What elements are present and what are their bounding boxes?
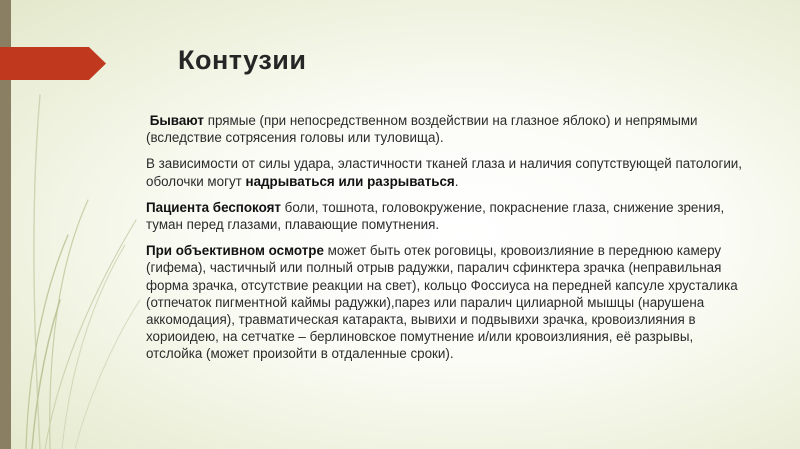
bold-types: Бывают [149, 113, 204, 128]
bold-damage: надрываться или разрываться [245, 173, 455, 189]
bold-symptoms: Пациента беспокоят [146, 199, 281, 215]
paragraph-types [146, 112, 746, 146]
text-symptoms: боли, тошнота, головокружение, покраснение глаза, снижение зрения, туман перед глазами, плавающие помутнения. [146, 199, 725, 233]
paragraph-symptoms [146, 199, 746, 233]
slide-content [146, 112, 746, 372]
text-examination: может быть отек роговицы, кровоизлияние в переднюю камеру (гифема), частичный или полный отрыв радужки, паралич сфинктера зрачка (неправильная форма зрачка, отсутствие реакции на свет), кольцо Фоссиуса на передней капсуле хрусталика (отпечаток пигментной каймы радужки),парез или паралич цилиарной мышцы (нарушена аккомодация), травматическая катаракта, вывихи и подвывихи зрачка, кровоизлияния в хориоидею, на сетчатке – берлиновское помутнение и/или кровоизлияния, её разрывы, отслойка (может произойти в отдаленные сроки). [146, 243, 738, 362]
title-arrow-shape [0, 47, 106, 80]
text-damage-1: В зависимости от силы удара, эластичности тканей глаза и наличия сопутствующей патологии, оболочки могут [146, 156, 743, 189]
bold-examination: При объективном осмотре [146, 243, 324, 259]
paragraph-examination [146, 242, 746, 362]
text-damage-2: . [454, 173, 459, 189]
paragraph-damage [146, 155, 746, 189]
text-types: прямые (при непосредственном воздействии на глазное яблоко) и непрямыми (вследствие сотрясения головы или туловища). [146, 113, 698, 146]
slide-title: Контузии [178, 45, 307, 75]
